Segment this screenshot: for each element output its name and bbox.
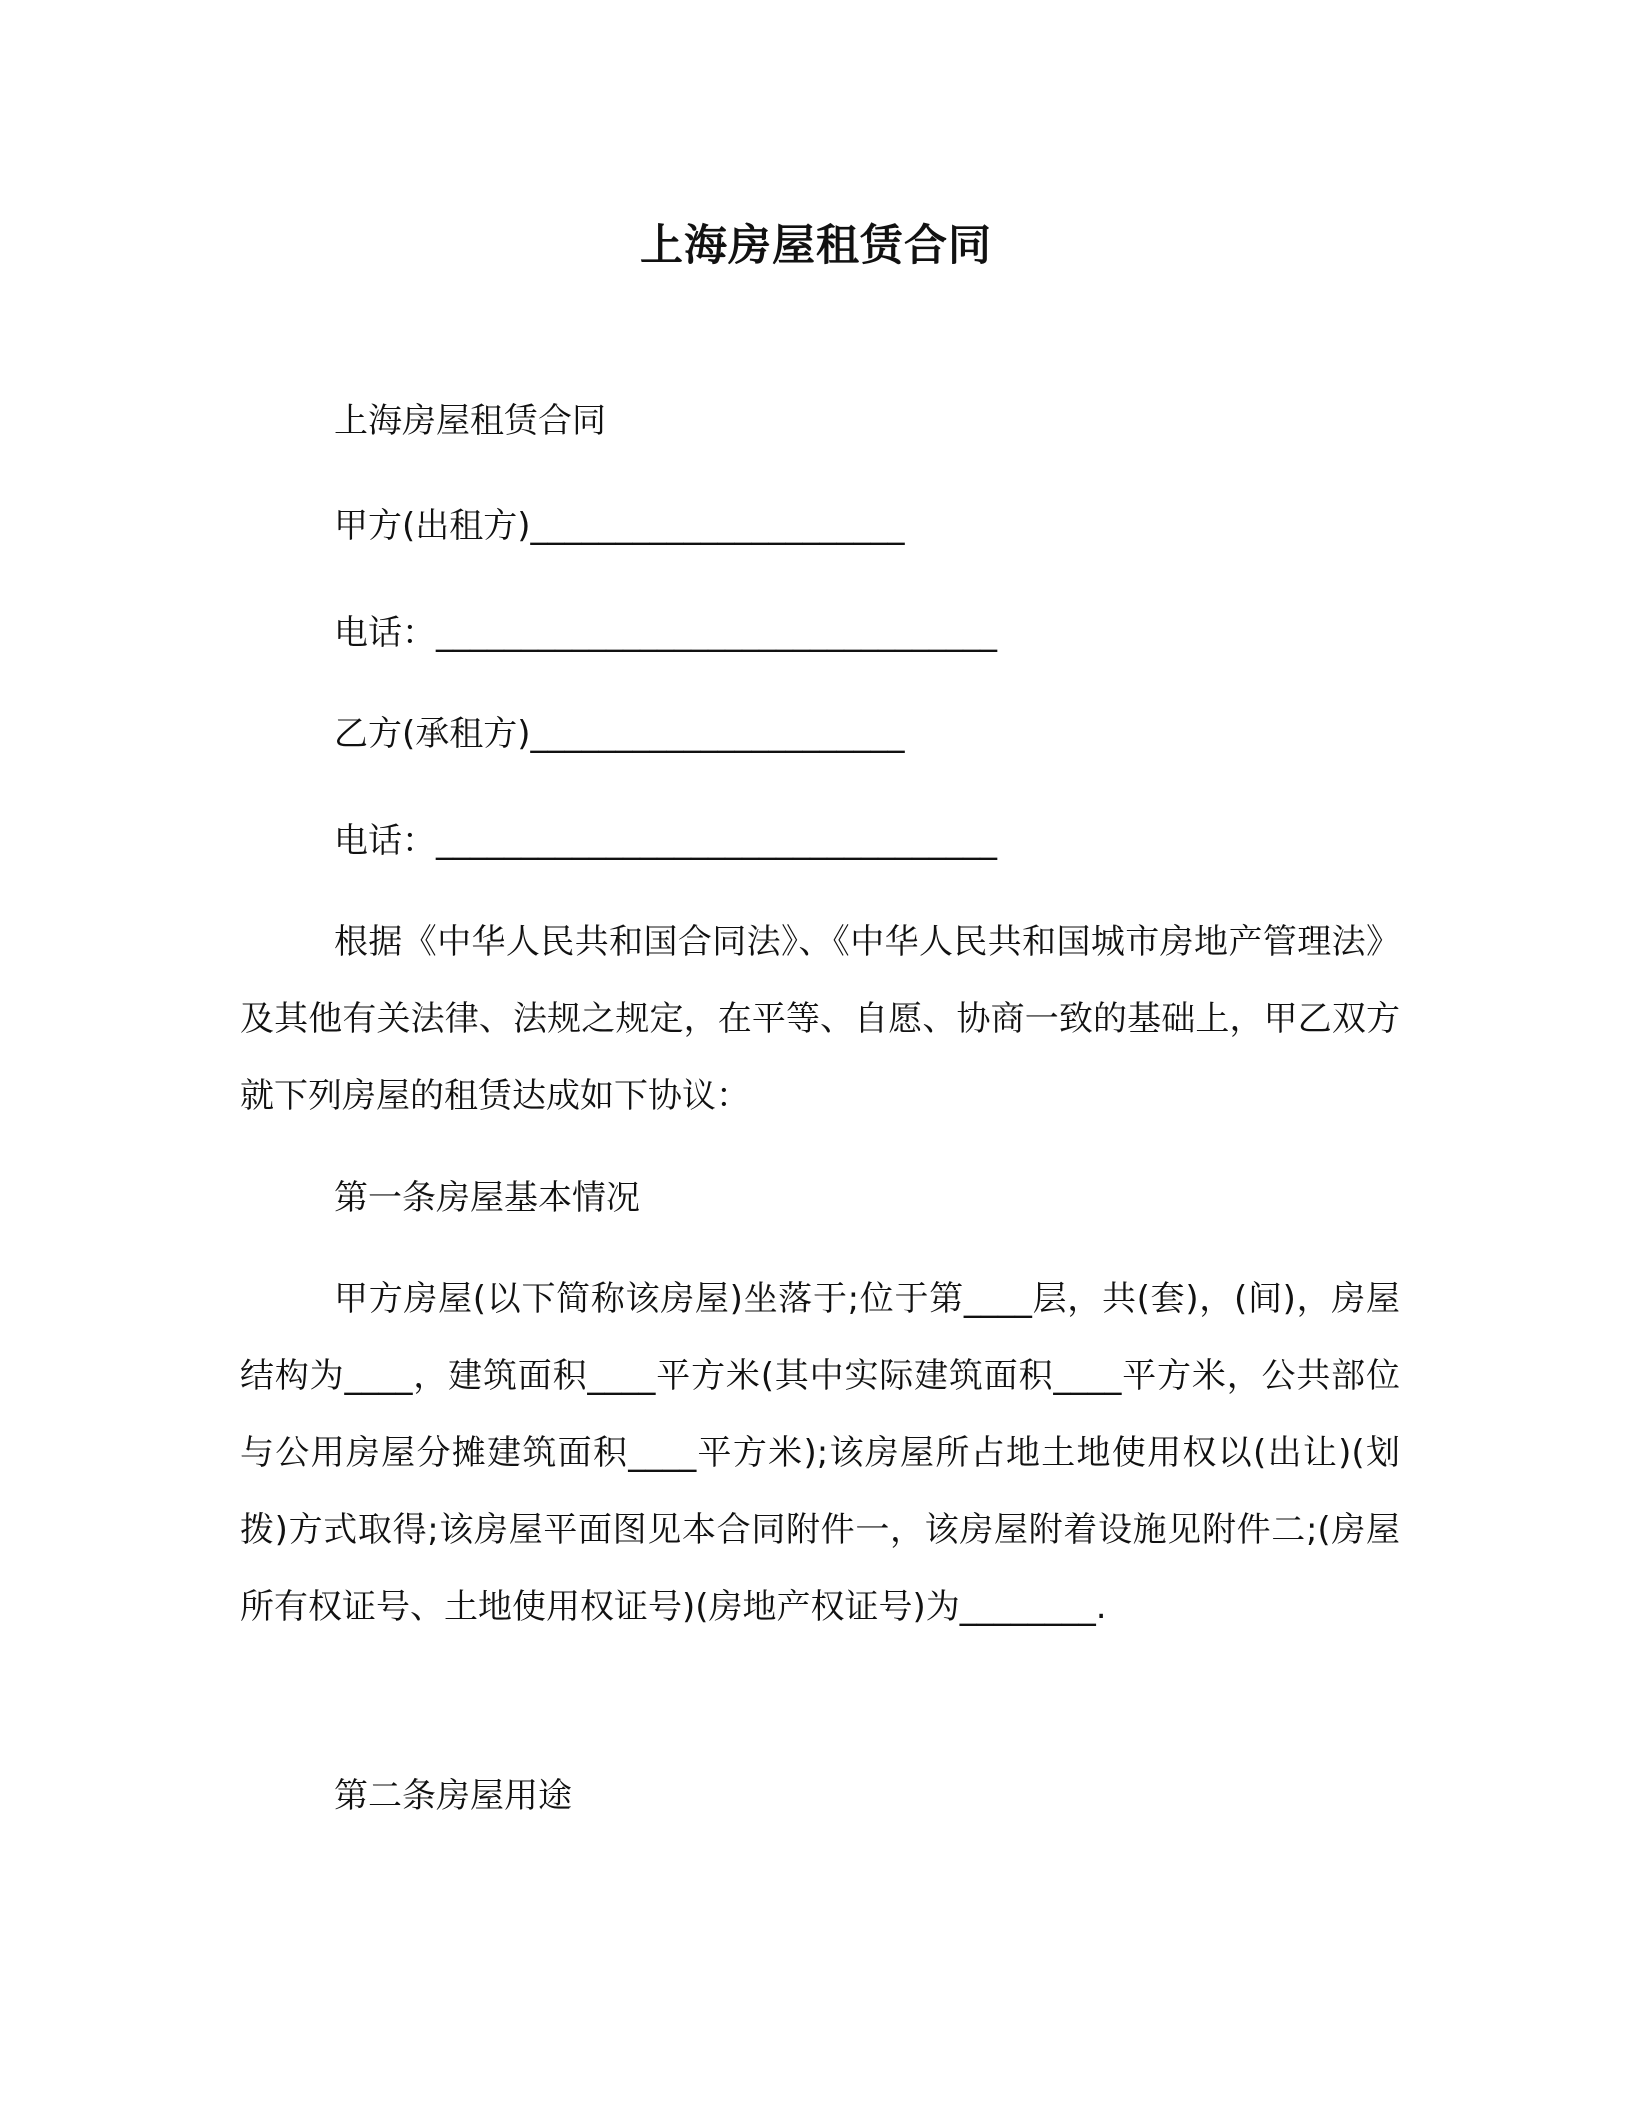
party-b-phone-line: 电话：_________________________________ xyxy=(334,821,997,861)
document-subtitle: 上海房屋租赁合同 xyxy=(334,401,606,441)
preamble-paragraph: 根据《中华人民共和国合同法》、《中华人民共和国城市房地产管理法》及其他有关法律、法规之规定，在平等、自愿、协商一致的基础上，甲乙双方就下列房屋的租赁达成如下协议： xyxy=(240,922,1400,1116)
party-a-line: 甲方(出租方)______________________ xyxy=(334,506,905,546)
article-1-heading: 第一条房屋基本情况 xyxy=(334,1178,640,1218)
article-2-heading: 第二条房屋用途 xyxy=(334,1776,572,1816)
document-title: 上海房屋租赁合同 xyxy=(640,221,992,271)
party-b-line: 乙方(承租方)______________________ xyxy=(334,714,905,754)
party-a-phone-line: 电话：_________________________________ xyxy=(334,613,997,653)
article-1-body: 甲方房屋(以下简称该房屋)坐落于;位于第____层，共(套)，(间)，房屋结构为____，建筑面积____平方米(其中实际建筑面积____平方米，公共部位与公用房屋分摊建筑面积____平方米);该房屋所占地土地使用权以(出让)(划拨)方式取得;该房屋平面图见本合同附件一，该房屋附着设施见附件二;(房屋所有权证号、土地使用权证号)(房地产权证号)为________. xyxy=(240,1279,1400,1627)
